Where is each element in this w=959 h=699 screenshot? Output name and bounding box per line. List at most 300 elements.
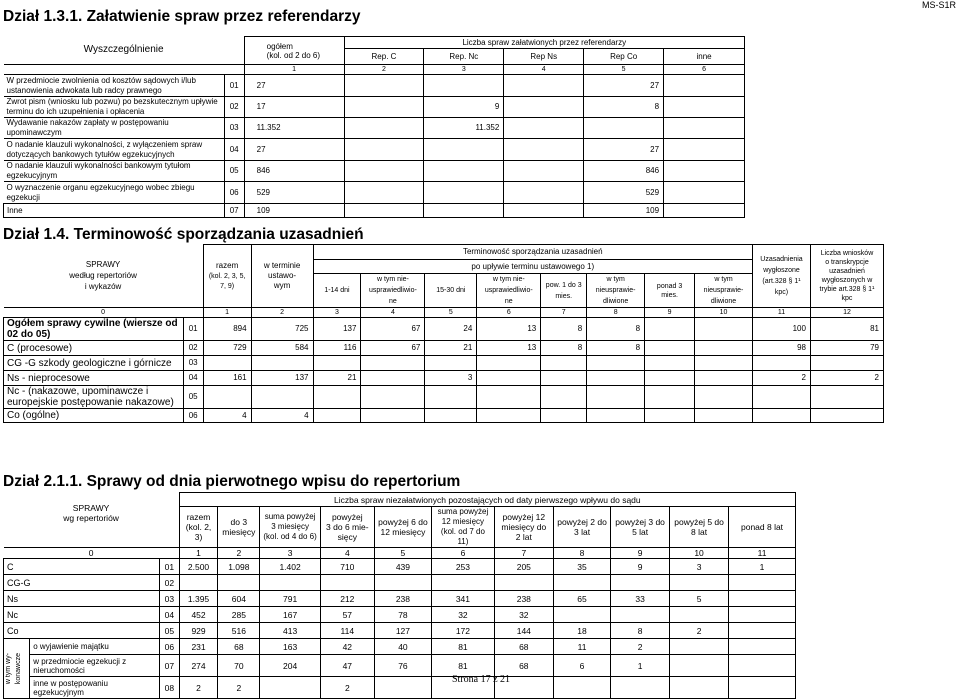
cell-value [729, 591, 796, 607]
header-col: razem (kol. 2, 3) [179, 507, 218, 548]
header-nieuspr-2: w tym nie- usprawiedliwio- ne [477, 274, 541, 308]
section-1-title: Dział 1.3.1. Załatwienie spraw przez referendarzy [3, 8, 361, 25]
cell-value: 341 [432, 591, 495, 607]
cell-value: 929 [179, 623, 218, 639]
row-code: 06 [183, 409, 203, 423]
cell-value [645, 409, 695, 423]
colnum: 6 [432, 548, 495, 559]
cell-value [260, 575, 321, 591]
table-row [4, 639, 796, 655]
cell-value [729, 575, 796, 591]
header-rep-ns: Rep Ns [504, 49, 584, 65]
cell-value [203, 356, 251, 371]
row-label: O wyznaczenie organu egzekucyjnego wobec zbiegu egzekucji [4, 182, 225, 204]
header-nieuspr-3: w tym nieusprawie- dliwione [587, 274, 645, 308]
row-code: 03 [160, 591, 180, 607]
colnum: 0 [4, 308, 204, 318]
table-row [4, 204, 745, 218]
cell-value: 584 [251, 341, 313, 356]
cell-value: 791 [260, 591, 321, 607]
cell-value [260, 677, 321, 699]
row-code: 04 [160, 607, 180, 623]
cell-value: 604 [218, 591, 260, 607]
cell-value: 2 [670, 623, 729, 639]
row-label: inne w postępowaniu egzekucyjnym [30, 677, 160, 699]
cell-value [553, 677, 610, 699]
table-row [4, 607, 796, 623]
colnum: 1 [179, 548, 218, 559]
cell-value: 3 [425, 371, 477, 386]
cell-value [587, 386, 645, 409]
cell-value [753, 356, 811, 371]
cell-value [425, 409, 477, 423]
colnum: 6 [664, 65, 745, 75]
colnum: 4 [504, 65, 584, 75]
cell-value [753, 409, 811, 423]
cell-value: 8 [541, 341, 587, 356]
cell-value [344, 182, 424, 204]
cell-value: 212 [320, 591, 374, 607]
cell-value: 81 [432, 639, 495, 655]
header-po-terminie: po upływie terminu ustawowego 1) [313, 260, 752, 274]
cell-value: 24 [425, 318, 477, 341]
cell-value [251, 386, 313, 409]
row-code: 04 [224, 139, 244, 161]
cell-value [670, 677, 729, 699]
cell-value [504, 161, 584, 182]
row-code: 01 [183, 318, 203, 341]
cell-value: 68 [494, 639, 553, 655]
cell-value [541, 356, 587, 371]
cell-value [344, 161, 424, 182]
cell-value [645, 356, 695, 371]
row-code: 02 [160, 575, 180, 591]
cell-value: 27 [244, 139, 344, 161]
cell-value: 6 [553, 655, 610, 677]
row-code: 05 [183, 386, 203, 409]
cell-value [477, 409, 541, 423]
cell-value: 3 [670, 559, 729, 575]
cell-value [753, 386, 811, 409]
table-row [4, 575, 796, 591]
cell-value: 274 [179, 655, 218, 677]
cell-value [695, 386, 753, 409]
cell-value [344, 97, 424, 118]
cell-value: 1 [611, 655, 670, 677]
section-2-title: Dział 1.4. Terminowość sporządzania uzasadnień [3, 226, 364, 243]
header-col: suma powyżej 3 miesięcy (kol. od 4 do 6) [260, 507, 321, 548]
cell-value: 4 [251, 409, 313, 423]
cell-value: 729 [203, 341, 251, 356]
cell-value: 76 [374, 655, 432, 677]
header-repert: SPRAWY wg repertoriów [4, 493, 180, 548]
cell-value: 1.395 [179, 591, 218, 607]
row-label: Ogółem sprawy cywilne (wiersze od 02 do 05) [4, 318, 184, 341]
cell-value [541, 409, 587, 423]
section-3-title: Dział 2.1.1. Sprawy od dnia pierwotnego wpisu do repertorium [3, 473, 461, 490]
row-label: Wydawanie nakazów zapłaty w postępowaniu upominawczym [4, 118, 225, 139]
cell-value: 27 [584, 139, 664, 161]
cell-value [553, 607, 610, 623]
table-row [4, 371, 884, 386]
cell-value: 32 [494, 607, 553, 623]
table-row [4, 655, 796, 677]
header-wnioski: Liczba wniosków o transkrypcje uzasadnień wygłoszonych w trybie art.328 § 1¹ kpc [810, 245, 883, 308]
row-label: w przedmiocie egzekucji z nieruchomości [30, 655, 160, 677]
cell-value: 65 [553, 591, 610, 607]
colnum: 4 [361, 308, 425, 318]
cell-value [504, 75, 584, 97]
cell-value [664, 182, 745, 204]
cell-value: 204 [260, 655, 321, 677]
wtym-text: w tym wy- konawcze [5, 652, 22, 685]
table-row [4, 409, 884, 423]
row-label: Nc - (nakazowe, upominawcze i europejskie postępowanie nakazowe) [4, 386, 184, 409]
sprawy-table [3, 492, 796, 699]
cell-value: 32 [432, 607, 495, 623]
colnum: 2 [344, 65, 424, 75]
cell-value [670, 607, 729, 623]
row-code: 05 [224, 161, 244, 182]
cell-value: 11.352 [244, 118, 344, 139]
cell-value: 725 [251, 318, 313, 341]
cell-value [664, 139, 745, 161]
cell-value [670, 639, 729, 655]
row-code: 06 [224, 182, 244, 204]
cell-value: 161 [203, 371, 251, 386]
table-row [4, 161, 745, 182]
cell-value [695, 371, 753, 386]
colnum: 10 [695, 308, 753, 318]
colnum: 2 [218, 548, 260, 559]
cell-value: 137 [251, 371, 313, 386]
row-label: O nadanie klauzuli wykonalności bankowym tytułom egzekucyjnym [4, 161, 225, 182]
cell-value: 231 [179, 639, 218, 655]
cell-value [584, 118, 664, 139]
header-1-3-mies: pow. 1 do 3 mies. [541, 274, 587, 308]
table-row [4, 591, 796, 607]
row-label: O nadanie klauzuli wykonalności, z wyłączeniem spraw dotyczących bankowych tytułów egzekucyjnych [4, 139, 225, 161]
cell-value: 109 [584, 204, 664, 218]
cell-value: 413 [260, 623, 321, 639]
wtym-label [4, 639, 30, 699]
colnum: 10 [670, 548, 729, 559]
row-label: C (procesowe) [4, 341, 184, 356]
cell-value: 42 [320, 639, 374, 655]
cell-value: 40 [374, 639, 432, 655]
cell-value: 13 [477, 341, 541, 356]
cell-value [664, 97, 745, 118]
header-rep-nc: Rep. Nc [424, 49, 504, 65]
cell-value [179, 575, 218, 591]
row-label: W przedmiocie zwolnienia od kosztów sądowych i/lub ustanowienia adwokata lub radcy prawnego [4, 75, 225, 97]
table-row [4, 182, 745, 204]
colnum: 1 [244, 65, 344, 75]
table-row [4, 97, 745, 118]
header-col: powyżej 5 do 8 lat [670, 507, 729, 548]
cell-value [477, 371, 541, 386]
header-repert: SPRAWY według repertoriów i wykazów [4, 245, 204, 308]
cell-value: 4 [203, 409, 251, 423]
cell-value: 109 [244, 204, 344, 218]
row-label: C [4, 559, 160, 575]
header-col: suma powyżej 12 miesięcy (kol. od 7 do 11) [432, 507, 495, 548]
page-footer: Strona 17 z 21 [452, 674, 511, 685]
cell-value [504, 118, 584, 139]
cell-value [611, 677, 670, 699]
cell-value [664, 118, 745, 139]
row-code: 01 [224, 75, 244, 97]
table-row [4, 356, 884, 371]
cell-value: 163 [260, 639, 321, 655]
table-row [4, 139, 745, 161]
referendarz-table [3, 36, 745, 218]
cell-value [424, 182, 504, 204]
cell-value: 9 [424, 97, 504, 118]
cell-value [729, 677, 796, 699]
cell-value [504, 97, 584, 118]
row-code: 03 [224, 118, 244, 139]
colnum: 12 [810, 308, 883, 318]
row-code: 04 [183, 371, 203, 386]
colnum: 6 [477, 308, 541, 318]
cell-value [374, 677, 432, 699]
table-row [4, 118, 745, 139]
cell-value [424, 161, 504, 182]
table-row [4, 386, 884, 409]
cell-value: 114 [320, 623, 374, 639]
colnum: 0 [4, 548, 180, 559]
cell-value: 238 [374, 591, 432, 607]
cell-value [218, 575, 260, 591]
cell-value: 57 [320, 607, 374, 623]
header-rep-co: Rep Co [584, 49, 664, 65]
cell-value: 67 [361, 341, 425, 356]
cell-value: 439 [374, 559, 432, 575]
row-code: 07 [160, 655, 180, 677]
cell-value: 11.352 [424, 118, 504, 139]
cell-value: 2 [320, 677, 374, 699]
cell-value: 68 [494, 655, 553, 677]
cell-value: 1 [729, 559, 796, 575]
cell-value: 2 [611, 639, 670, 655]
cell-value: 8 [584, 97, 664, 118]
row-code: 01 [160, 559, 180, 575]
row-code: 02 [183, 341, 203, 356]
cell-value: 13 [477, 318, 541, 341]
cell-value: 100 [753, 318, 811, 341]
row-label: Ns - nieprocesowe [4, 371, 184, 386]
colnum: 7 [541, 308, 587, 318]
header-uzasadnienia: Uzasadnienia wygłoszone (art.328 § 1¹ kpc) [753, 245, 811, 308]
colnum: 7 [494, 548, 553, 559]
cell-value [477, 356, 541, 371]
cell-value [361, 356, 425, 371]
table-row [4, 677, 796, 699]
cell-value: 47 [320, 655, 374, 677]
header-col: ponad 8 lat [729, 507, 796, 548]
row-label: o wyjawienie majątku [30, 639, 160, 655]
row-code: 06 [160, 639, 180, 655]
cell-value: 452 [179, 607, 218, 623]
cell-value: 21 [313, 371, 361, 386]
cell-value [494, 575, 553, 591]
header-w-terminie: w terminie ustawo- wym [251, 245, 313, 308]
cell-value: 79 [810, 341, 883, 356]
cell-value: 2 [218, 677, 260, 699]
cell-value: 78 [374, 607, 432, 623]
colnum: 3 [424, 65, 504, 75]
cell-value [344, 118, 424, 139]
header-rep-c: Rep. C [344, 49, 424, 65]
table-row [4, 318, 884, 341]
cell-value: 8 [611, 623, 670, 639]
colnum: 4 [320, 548, 374, 559]
cell-value [541, 386, 587, 409]
uzasadnienia-table [3, 244, 884, 423]
colnum: 11 [753, 308, 811, 318]
form-code: MS-S1R [921, 0, 956, 10]
row-label: Inne [4, 204, 225, 218]
header-col: powyżej 6 do 12 miesięcy [374, 507, 432, 548]
cell-value [664, 204, 745, 218]
colnum: 3 [313, 308, 361, 318]
row-code: 02 [224, 97, 244, 118]
cell-value [313, 356, 361, 371]
header-15-30: 15-30 dni [425, 274, 477, 308]
cell-value [361, 409, 425, 423]
cell-value: 67 [361, 318, 425, 341]
cell-value: 2 [179, 677, 218, 699]
colnum: 11 [729, 548, 796, 559]
cell-value: 127 [374, 623, 432, 639]
table-row [4, 559, 796, 575]
cell-value [541, 371, 587, 386]
cell-value: 144 [494, 623, 553, 639]
cell-value [729, 623, 796, 639]
cell-value [729, 655, 796, 677]
cell-value [810, 386, 883, 409]
header-group: Terminowość sporządzania uzasadnień [313, 245, 752, 260]
cell-value: 238 [494, 591, 553, 607]
cell-value: 529 [584, 182, 664, 204]
table-row [4, 623, 796, 639]
cell-value: 1.098 [218, 559, 260, 575]
colnum: 8 [587, 308, 645, 318]
cell-value: 894 [203, 318, 251, 341]
header-nieuspr-4: w tym nieusprawie- dliwione [695, 274, 753, 308]
header-total: ogółem (kol. od 2 do 6) [244, 37, 344, 65]
cell-value: 516 [218, 623, 260, 639]
cell-value: 9 [611, 559, 670, 575]
cell-value: 35 [553, 559, 610, 575]
cell-value: 27 [244, 75, 344, 97]
cell-value [424, 139, 504, 161]
cell-value [553, 575, 610, 591]
colnum: 1 [203, 308, 251, 318]
cell-value: 68 [218, 639, 260, 655]
cell-value: 11 [553, 639, 610, 655]
cell-value: 2 [753, 371, 811, 386]
header-razem-label: razem [216, 261, 239, 270]
cell-value [477, 386, 541, 409]
cell-value: 205 [494, 559, 553, 575]
row-label: Nc [4, 607, 160, 623]
cell-value [729, 607, 796, 623]
cell-value [313, 386, 361, 409]
header-desc: Wyszczególnienie [4, 37, 245, 65]
cell-value: 116 [313, 341, 361, 356]
header-ponad-3: ponad 3 mies. [645, 274, 695, 308]
cell-value [504, 204, 584, 218]
row-label: Co [4, 623, 160, 639]
cell-value: 5 [670, 591, 729, 607]
cell-value [251, 356, 313, 371]
cell-value: 8 [587, 341, 645, 356]
header-group: Liczba spraw załatwionych przez referendarzy [344, 37, 744, 49]
cell-value [670, 575, 729, 591]
cell-value: 8 [541, 318, 587, 341]
header-col: powyżej 3 do 5 lat [611, 507, 670, 548]
header-col: powyżej 12 miesięcy do 2 lat [494, 507, 553, 548]
cell-value: 846 [584, 161, 664, 182]
colnum: 5 [374, 548, 432, 559]
cell-value [695, 356, 753, 371]
cell-value [695, 318, 753, 341]
cell-value [587, 409, 645, 423]
cell-value [425, 386, 477, 409]
cell-value: 98 [753, 341, 811, 356]
cell-value [425, 356, 477, 371]
cell-value: 285 [218, 607, 260, 623]
cell-value [611, 607, 670, 623]
cell-value [695, 409, 753, 423]
row-label: CG-G [4, 575, 160, 591]
cell-value [313, 409, 361, 423]
cell-value: 172 [432, 623, 495, 639]
cell-value [587, 371, 645, 386]
cell-value [504, 182, 584, 204]
cell-value: 253 [432, 559, 495, 575]
cell-value: 27 [584, 75, 664, 97]
cell-value [344, 139, 424, 161]
cell-value: 81 [810, 318, 883, 341]
cell-value: 18 [553, 623, 610, 639]
cell-value: 8 [587, 318, 645, 341]
header-col: powyżej 2 do 3 lat [553, 507, 610, 548]
cell-value [361, 386, 425, 409]
colnum: 9 [645, 308, 695, 318]
cell-value: 17 [244, 97, 344, 118]
header-razem [203, 245, 251, 308]
cell-value [424, 75, 504, 97]
cell-value: 2 [810, 371, 883, 386]
cell-value [729, 639, 796, 655]
row-code: 07 [224, 204, 244, 218]
header-inne: inne [664, 49, 745, 65]
cell-value [344, 204, 424, 218]
cell-value: 529 [244, 182, 344, 204]
colnum: 8 [553, 548, 610, 559]
row-code: 05 [160, 623, 180, 639]
header-col: do 3 miesięcy [218, 507, 260, 548]
cell-value [344, 75, 424, 97]
row-label: Co (ogólne) [4, 409, 184, 423]
cell-value: 33 [611, 591, 670, 607]
header-razem-sub: (kol. 2, 3, 5, 7, 9) [208, 273, 246, 290]
row-label: Ns [4, 591, 160, 607]
cell-value: 167 [260, 607, 321, 623]
